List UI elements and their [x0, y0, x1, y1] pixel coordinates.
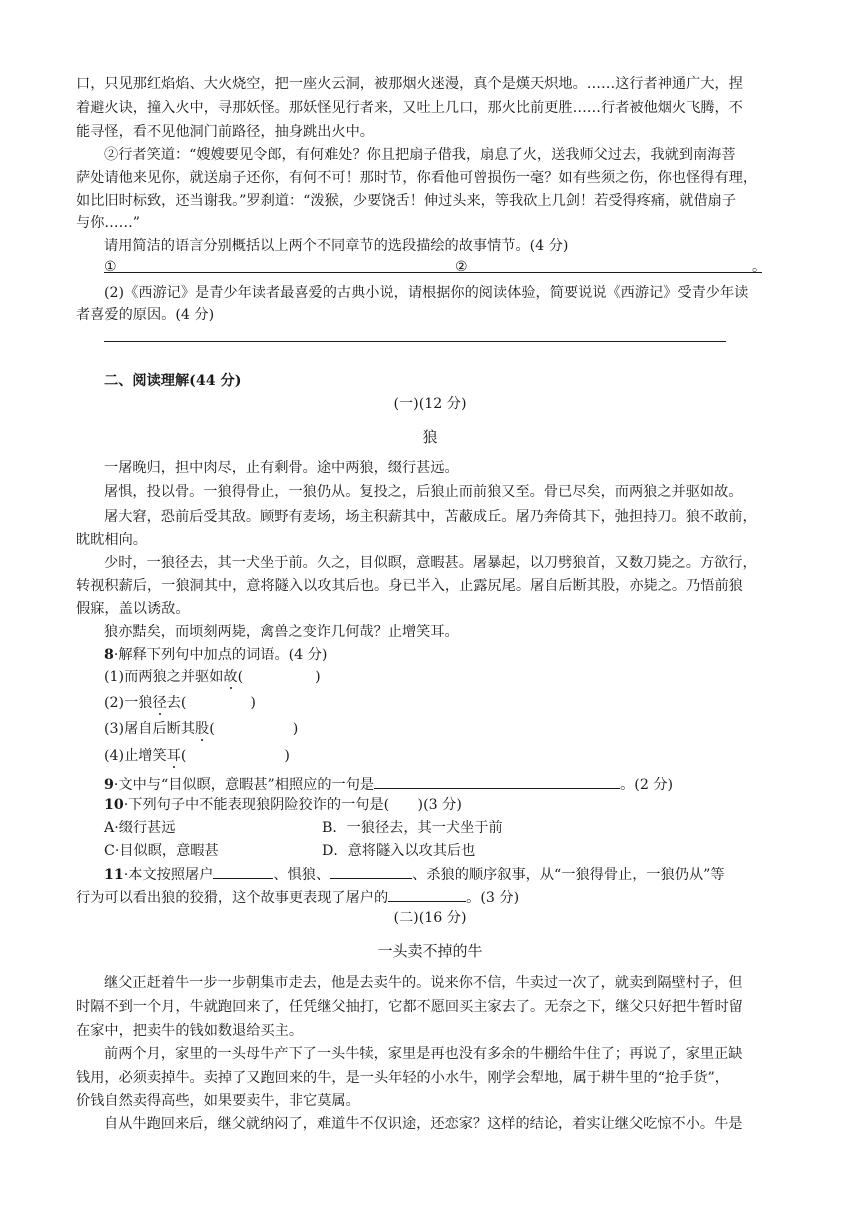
answer-blank[interactable]	[213, 862, 273, 879]
passage-line: ②行者笑道：“嫂嫂要见令郎，有何难处？你且把扇子借我，扇息了火，送我师父过去，我就到南海菩	[104, 147, 736, 163]
question-text: ·文中与“目似瞑，意暇甚”相照应的一句是	[113, 777, 375, 793]
question-11	[104, 862, 725, 887]
question-tail: 。(2 分)	[620, 777, 674, 793]
answer-label-2: ②	[455, 259, 468, 275]
answer-end-mark: 。	[752, 259, 767, 275]
answer-blank[interactable]	[330, 862, 412, 879]
passage-line: 能寻怪，看不见他洞门前路径，抽身跳出火中。	[76, 124, 374, 140]
wolf-paragraph: 屠惧，投以骨。一狼得骨止，一狼仍从。复投之，后狼止而前狼又至。骨已尽矣，而两狼之并驱如故。	[104, 484, 743, 500]
question-text: 、惧狼、	[273, 867, 331, 883]
paren-open: (	[237, 669, 244, 685]
question-number: 10	[104, 797, 124, 813]
option-c[interactable]: C·目似瞑，意暇甚	[104, 843, 219, 859]
passage-line: 萨处请他来见你，就送扇子还你，有何不可！那时节，你看他可曾损伤一毫？如有些须之伤，你也怪得有理，	[76, 170, 758, 186]
question-2-line: 者喜爱的原因。(4 分)	[76, 307, 215, 323]
option-b[interactable]: B．一狼径去，其一犬坐于前	[322, 820, 503, 836]
passage-line: 口，只见那红焰焰、大火烧空，把一座火云洞，被那烟火迷漫，真个是熯天炽地。……这行者神通广大，捏	[76, 76, 743, 92]
question-8	[104, 644, 327, 667]
question-text: 行为可以看出狼的狡猾，这个故事更表现了屠户的	[76, 890, 389, 906]
question-text: 、杀狼的顺序叙事，从“一狼得骨止，一狼仍从”等	[412, 867, 725, 883]
question-summary: 请用简洁的语言分别概括以上两个不同章节的选段描绘的故事情节。(4 分)	[104, 238, 569, 254]
paren-close: )	[284, 748, 290, 764]
answer-label-1: ①	[104, 259, 117, 275]
part-heading: (一)(12 分)	[393, 396, 467, 412]
question-number: 9	[104, 777, 114, 793]
item-text: (2)一狼	[104, 695, 153, 711]
dotted-word: 股	[195, 721, 210, 737]
question-text: ·解释下列句中加点的词语。(4 分)	[113, 647, 328, 663]
wolf-paragraph: 转视积薪后，一狼洞其中，意将隧入以攻其后也。身已半入，止露尻尾。屠自后断其股，亦毙之。乃悟前狼	[76, 578, 743, 594]
question-number: 8	[104, 647, 114, 663]
dotted-word: 故	[223, 669, 238, 685]
answer-line-q2[interactable]	[104, 341, 726, 342]
passage-line: 与你……”	[76, 215, 141, 231]
question-10	[104, 794, 462, 817]
cow-paragraph: 前两个月，家里的一头母牛产下了一头牛犊，家里是再也没有多余的牛棚给牛住了；再说了，家里正缺	[104, 1046, 743, 1062]
question-text: 。(3 分)	[466, 890, 520, 906]
passage-line: 如比旧时标致，还当谢我。”罗刹道：“泼猴，少要饶舌！伸过头来，等我砍上几剑！若受得疼痛，就借扇子	[76, 193, 737, 209]
section-heading: 二、阅读理解(44 分)	[104, 373, 242, 389]
answer-line-summary[interactable]	[104, 272, 762, 273]
cow-paragraph: 自从牛跑回来后，继父就纳闷了，难道牛不仅识途，还恋家？这样的结论，着实让继父吃惊不小。牛是	[104, 1116, 743, 1132]
item-text: (1)而两狼之并驱如	[104, 669, 224, 685]
wolf-paragraph: 假寐，盖以诱敌。	[76, 601, 190, 617]
wolf-paragraph: 眈眈相向。	[76, 532, 147, 548]
dotted-word: 径	[152, 695, 167, 711]
question-text: ·本文按照屠户	[123, 867, 214, 883]
item-text: (4)止增笑	[104, 748, 167, 764]
wolf-paragraph: 狼亦黠矣，而顷刻两毙，禽兽之变诈几何哉？止增笑耳。	[104, 624, 459, 640]
paren-open: (	[209, 721, 215, 737]
question-number: 11	[104, 867, 124, 883]
paren-open: 去(	[166, 695, 187, 711]
part-heading: (二)(16 分)	[393, 910, 467, 926]
paren-close: )	[250, 695, 256, 711]
item-text: (3)屠自后断其	[104, 721, 196, 737]
paren-close: )	[292, 721, 299, 737]
cow-paragraph: 时隔不到一个月，牛就跑回来了，任凭继父抽打，它都不愿回买主家去了。无奈之下，继父只好把牛暂时留	[76, 999, 743, 1015]
paren-open: (	[180, 748, 187, 764]
passage-line: 着避火诀，撞入火中，寻那妖怪。那妖怪见行者来，又吐上几口，那火比前更胜……行者被他烟火飞腾，不	[76, 100, 743, 116]
wolf-paragraph: 一屠晚归，担中肉尽，止有剩骨。途中两狼，缀行甚远。	[104, 460, 459, 476]
question-text: ·下列句子中不能表现狼阴险狡诈的一句是( )(3 分)	[123, 797, 462, 813]
article-title: 狼	[422, 428, 438, 446]
option-d[interactable]: D．意将隧入以攻其后也	[322, 843, 476, 859]
option-a[interactable]: A·缀行甚远	[104, 820, 176, 836]
cow-paragraph: 钱用，必须卖掉牛。卖掉了又跑回来的牛，是一头年轻的小水牛，刚学会犁地，属于耕牛里的“抢手货”，	[76, 1070, 729, 1086]
dotted-word: 耳	[166, 748, 181, 764]
wolf-paragraph: 屠大窘，恐前后受其敌。顾野有麦场，场主积薪其中，苫蔽成丘。屠乃奔倚其下，弛担持刀。狼不敢前，	[104, 509, 757, 525]
q8-item-3	[104, 718, 298, 741]
cow-paragraph: 继父正赶着牛一步一步朝集市走去，他是去卖牛的。说来你不信，牛卖过一次了，就卖到隔壁村子，但	[104, 975, 743, 991]
q8-item-1	[104, 666, 321, 689]
cow-paragraph: 在家中，把卖牛的钱如数退给买主。	[76, 1023, 304, 1039]
article-title: 一头卖不掉的牛	[377, 942, 483, 960]
cow-paragraph: 价钱自然卖得高些，如果要卖牛，非它莫属。	[76, 1093, 360, 1109]
answer-blank[interactable]	[388, 885, 466, 902]
wolf-paragraph: 少时，一狼径去，其一犬坐于前。久之，目似瞑，意暇甚。屠暴起，以刀劈狼首，又数刀毙之。方欲行，	[104, 555, 757, 571]
q8-item-4	[104, 745, 290, 768]
question-2-line: (2)《西游记》是青少年读者最喜爱的古典小说，请根据你的阅读体验，简要说说《西游记》受青少年读	[104, 285, 749, 301]
answer-blank[interactable]	[374, 772, 620, 789]
q8-item-2	[104, 692, 256, 715]
paren-close: )	[315, 669, 321, 685]
